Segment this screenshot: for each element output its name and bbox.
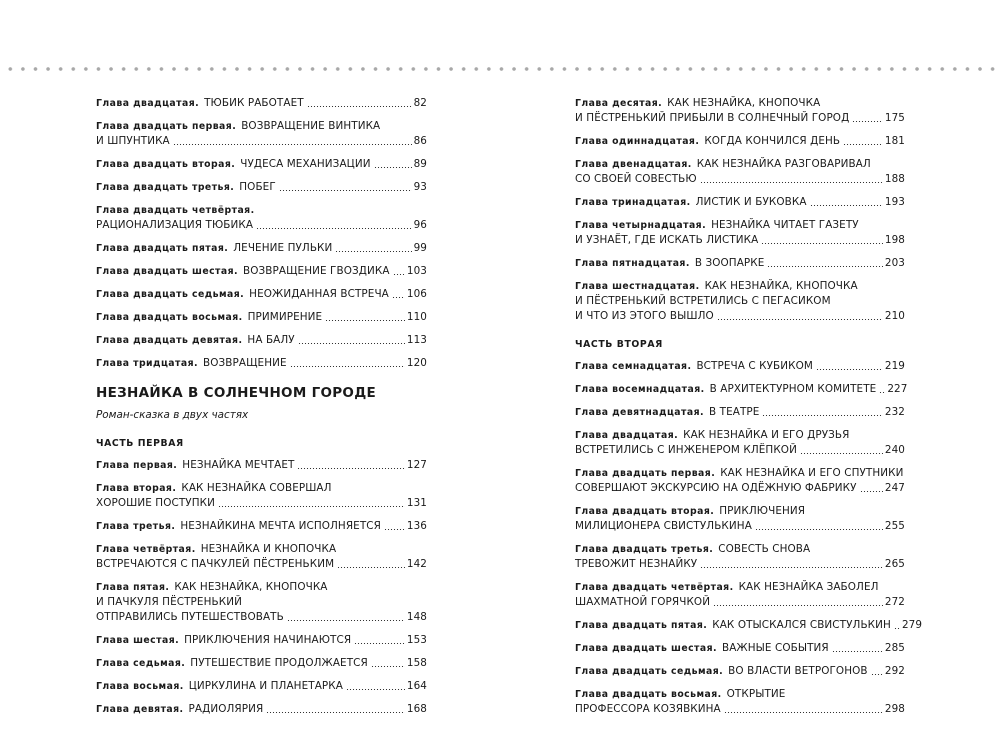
toc-entry-line: [575, 157, 905, 172]
toc-entry-line: [575, 218, 905, 233]
chapter-title: И ПЁСТРЕНЬКИЙ ВСТРЕТИЛИСЬ С ПЕГАСИКОМ: [575, 295, 831, 307]
dot-leader: [346, 689, 405, 690]
toc-entry[interactable]: [575, 542, 905, 572]
chapter-label: Глава девятнадцатая.: [575, 407, 704, 418]
chapter-label: Глава двадцать девятая.: [96, 335, 243, 346]
chapter-label: Глава тридцатая.: [96, 358, 198, 369]
page-number: 82: [413, 97, 427, 109]
toc-entry[interactable]: [575, 580, 905, 610]
chapter-title: ПРИКЛЮЧЕНИЯ НАЧИНАЮТСЯ: [184, 634, 352, 646]
chapter-label: Глава шестнадцатая.: [575, 281, 700, 292]
page-number: 153: [406, 634, 427, 646]
page-number: 232: [884, 406, 905, 418]
dot-leader: [384, 529, 405, 530]
chapter-title: ШАХМАТНОЙ ГОРЯЧКОЙ: [575, 596, 711, 608]
toc-entry-line: [575, 664, 905, 679]
toc-list-part-two: [575, 359, 923, 717]
toc-entry-line: [575, 428, 905, 443]
page-number: 188: [884, 173, 905, 185]
chapter-label: Глава двадцать вторая.: [575, 506, 715, 517]
dot-leader: [325, 320, 405, 321]
toc-entry-line: [575, 641, 905, 656]
chapter-title: ЧУДЕСА МЕХАНИЗАЦИИ: [240, 158, 371, 170]
page-number: 247: [884, 482, 905, 494]
toc-entry[interactable]: [575, 466, 905, 496]
toc-entry-line: [575, 687, 905, 702]
toc-entry[interactable]: [575, 279, 905, 324]
toc-entry-line: [575, 195, 905, 210]
toc-list-continued: [96, 96, 427, 371]
chapter-label: Глава двадцать вторая.: [96, 159, 236, 170]
toc-entry[interactable]: [575, 359, 905, 374]
page-number: 265: [884, 558, 905, 570]
dot-leader: [307, 106, 412, 107]
toc-entry-line: [96, 180, 427, 195]
chapter-title: КАК НЕЗНАЙКА И ЕГО СПУТНИКИ: [720, 467, 904, 479]
chapter-title: ВОЗВРАЩЕНИЕ ВИНТИКА: [241, 120, 381, 132]
toc-entry[interactable]: [575, 218, 905, 248]
dot-leader: [297, 468, 404, 469]
dot-leader: [700, 182, 883, 183]
chapter-label: Глава тринадцатая.: [575, 197, 691, 208]
page-number: 210: [884, 310, 905, 322]
toc-entry[interactable]: [575, 195, 905, 210]
page-number: 86: [413, 135, 427, 147]
toc-entry-line: [575, 294, 905, 309]
toc-entry[interactable]: [575, 641, 905, 656]
dot-leader: [852, 121, 883, 122]
toc-entry[interactable]: [575, 96, 905, 126]
chapter-title: ВСТРЕЧА С КУБИКОМ: [696, 360, 813, 372]
dot-leader: [843, 144, 883, 145]
toc-entry-line: [96, 287, 427, 302]
chapter-title: РАЦИОНАЛИЗАЦИЯ ТЮБИКА: [96, 219, 254, 231]
toc-entry-line: [575, 580, 905, 595]
toc-entry[interactable]: [575, 664, 905, 679]
chapter-title: И ШПУНТИКА: [96, 135, 170, 147]
chapter-title: НЕЗНАЙКА ЧИТАЕТ ГАЗЕТУ: [711, 219, 859, 231]
chapter-label: Глава двадцать первая.: [575, 468, 716, 479]
chapter-label: Глава двадцатая.: [96, 98, 200, 109]
toc-entry-line: [96, 542, 427, 557]
toc-entry[interactable]: [96, 310, 427, 325]
dot-leader: [374, 167, 412, 168]
chapter-title: ОТКРЫТИЕ: [726, 688, 786, 700]
chapter-label: Глава двадцать шестая.: [96, 266, 238, 277]
dot-leader: [816, 369, 883, 370]
chapter-label: Глава десятая.: [575, 98, 663, 109]
toc-left-column: [96, 96, 427, 725]
toc-entry[interactable]: [96, 679, 427, 694]
dot-leader: [335, 251, 411, 252]
chapter-title: СОВЕРШАЮТ ЭКСКУРСИЮ НА ОДЁЖНУЮ ФАБРИКУ: [575, 482, 857, 494]
dot-leader: [173, 144, 412, 145]
page-number: 193: [884, 196, 905, 208]
toc-entry[interactable]: [96, 542, 427, 572]
chapter-title: НЕЗНАЙКА И КНОПОЧКА: [200, 543, 337, 555]
page-number: 240: [884, 444, 905, 456]
part-heading-second: ЧАСТЬ ВТОРАЯ: [575, 339, 663, 350]
toc-entry[interactable]: [96, 519, 427, 534]
chapter-title: СО СВОЕЙ СОВЕСТЬЮ: [575, 173, 697, 185]
toc-entry-line: [96, 134, 427, 149]
toc-entry-line: [575, 519, 905, 534]
toc-entry-line: [575, 111, 905, 126]
chapter-title: ВАЖНЫЕ СОБЫТИЯ: [722, 642, 829, 654]
chapter-title: ПРИМИРЕНИЕ: [247, 311, 323, 323]
page-number: 103: [406, 265, 427, 277]
toc-entry-line: [96, 633, 427, 648]
chapter-label: Глава двенадцатая.: [575, 159, 692, 170]
chapter-title: КАК НЕЗНАЙКА И ЕГО ДРУЗЬЯ: [683, 429, 850, 441]
dot-leader: [761, 243, 882, 244]
toc-entry-line: [96, 557, 427, 572]
chapter-label: Глава четырнадцатая.: [575, 220, 707, 231]
dot-leader: [810, 205, 883, 206]
page-number: 298: [884, 703, 905, 715]
toc-entry[interactable]: [96, 287, 427, 302]
chapter-title: ЦИРКУЛИНА И ПЛАНЕТАРКА: [188, 680, 343, 692]
dot-leader: [871, 674, 883, 675]
chapter-title: НА БАЛУ: [247, 334, 295, 346]
toc-entry-line: [575, 702, 905, 717]
toc-entry-line: [96, 679, 427, 694]
chapter-label: Глава двадцатая.: [575, 430, 679, 441]
toc-entry-line: [96, 119, 427, 134]
page-number: 158: [406, 657, 427, 669]
page-number: 93: [413, 181, 427, 193]
chapter-label: Глава двадцать восьмая.: [96, 312, 243, 323]
chapter-title: МИЛИЦИОНЕРА СВИСТУЛЬКИНА: [575, 520, 752, 532]
chapter-title: И ПАЧКУЛЯ ПЁСТРЕНЬКИЙ: [96, 596, 242, 608]
toc-entry-line: [96, 458, 427, 473]
toc-entry[interactable]: [96, 96, 427, 111]
page-number: 131: [406, 497, 427, 509]
chapter-title: КОГДА КОНЧИЛСЯ ДЕНЬ: [704, 135, 841, 147]
chapter-title: СОВЕСТЬ СНОВА: [718, 543, 811, 555]
dot-leader: [713, 605, 883, 606]
chapter-title: ВОЗВРАЩЕНИЕ ГВОЗДИКА: [243, 265, 390, 277]
toc-entry[interactable]: [575, 504, 905, 534]
toc-entry-line: [575, 595, 905, 610]
page-number: 279: [901, 619, 923, 631]
dot-leader: [724, 712, 883, 713]
page-number: 136: [406, 520, 427, 532]
toc-entry-line: [575, 542, 905, 557]
page-number: 175: [884, 112, 905, 124]
chapter-title: КАК ОТЫСКАЛСЯ СВИСТУЛЬКИН: [712, 619, 891, 631]
chapter-title: ПРОФЕССОРА КОЗЯВКИНА: [575, 703, 721, 715]
toc-entry[interactable]: [575, 256, 905, 271]
page-number: 198: [884, 234, 905, 246]
chapter-title: ВО ВЛАСТИ ВЕТРОГОНОВ: [728, 665, 868, 677]
chapter-label: Глава восемнадцатая.: [575, 384, 705, 395]
page-number: 113: [406, 334, 427, 346]
page-number: 99: [413, 242, 427, 254]
dot-leader: [767, 266, 882, 267]
dot-leader: [717, 319, 883, 320]
toc-entry[interactable]: [575, 405, 905, 420]
toc-entry-line: [96, 310, 427, 325]
dot-leader: [279, 190, 412, 191]
chapter-title: И ПЁСТРЕНЬКИЙ ПРИБЫЛИ В СОЛНЕЧНЫЙ ГОРОД: [575, 112, 850, 124]
dot-leader: [290, 366, 405, 367]
chapter-label: Глава семнадцатая.: [575, 361, 692, 372]
dot-leader: [700, 567, 883, 568]
dot-leader: [860, 491, 883, 492]
toc-entry-line: [96, 264, 427, 279]
page-number: 168: [406, 703, 427, 715]
chapter-title: КАК НЕЗНАЙКА, КНОПОЧКА: [174, 581, 328, 593]
toc-entry-line: [96, 96, 427, 111]
chapter-label: Глава двадцать пятая.: [575, 620, 708, 631]
toc-entry-line: [96, 241, 427, 256]
toc-entry-line: [96, 702, 427, 717]
toc-entry[interactable]: [96, 656, 427, 671]
chapter-label: Глава двадцать первая.: [96, 121, 237, 132]
chapter-label: Глава шестая.: [96, 635, 180, 646]
dot-leader: [392, 297, 405, 298]
toc-entry[interactable]: [96, 157, 427, 172]
chapter-title: РАДИОЛЯРИЯ: [188, 703, 264, 715]
chapter-title: ЛИСТИК И БУКОВКА: [695, 196, 807, 208]
chapter-title: КАК НЕЗНАЙКА СОВЕРШАЛ: [181, 482, 332, 494]
dot-leader: [287, 620, 405, 621]
chapter-label: Глава пятая.: [96, 582, 170, 593]
toc-entry[interactable]: [96, 458, 427, 473]
toc-entry[interactable]: [575, 428, 905, 458]
toc-entry[interactable]: [575, 687, 905, 717]
toc-entry-line: [96, 218, 427, 233]
toc-entry-line: [96, 519, 427, 534]
page-number: 89: [413, 158, 427, 170]
chapter-title: ХОРОШИЕ ПОСТУПКИ: [96, 497, 215, 509]
page-number: 292: [884, 665, 905, 677]
toc-entry[interactable]: [575, 157, 905, 187]
dot-leader: [371, 666, 405, 667]
dot-leader: [298, 343, 405, 344]
toc-entry-line: [575, 443, 905, 458]
chapter-title: ЛЕЧЕНИЕ ПУЛЬКИ: [233, 242, 333, 254]
chapter-label: Глава двадцать шестая.: [575, 643, 717, 654]
chapter-label: Глава двадцать седьмая.: [96, 289, 245, 300]
toc-entry-line: [575, 279, 905, 294]
chapter-label: Глава пятнадцатая.: [575, 258, 690, 269]
chapter-title: ВСТРЕТИЛИСЬ С ИНЖЕНЕРОМ КЛЁПКОЙ: [575, 444, 797, 456]
chapter-title: ВСТРЕЧАЮТСЯ С ПАЧКУЛЕЙ ПЁСТРЕНЬКИМ: [96, 558, 335, 570]
chapter-title: КАК НЕЗНАЙКА РАЗГОВАРИВАЛ: [696, 158, 871, 170]
chapter-label: Глава двадцать пятая.: [96, 243, 229, 254]
dot-leader: [832, 651, 883, 652]
chapter-label: Глава третья.: [96, 521, 176, 532]
dot-leader: [879, 392, 885, 393]
chapter-title: НЕОЖИДАННАЯ ВСТРЕЧА: [249, 288, 389, 300]
chapter-title: В ТЕАТРЕ: [709, 406, 760, 418]
toc-entry[interactable]: [96, 580, 427, 625]
toc-entry-line: [96, 481, 427, 496]
page-number: 255: [884, 520, 905, 532]
toc-entry[interactable]: [575, 382, 908, 397]
chapter-label: Глава вторая.: [96, 483, 177, 494]
page-number: 120: [406, 357, 427, 369]
toc-entry-line: [96, 333, 427, 348]
toc-entry[interactable]: [96, 333, 427, 348]
chapter-label: Глава одиннадцатая.: [575, 136, 700, 147]
chapter-label: Глава двадцать третья.: [575, 544, 714, 555]
toc-entry[interactable]: [96, 203, 427, 233]
dot-leader: [894, 628, 900, 629]
page-number: 227: [887, 383, 908, 395]
toc-entry-line: [575, 557, 905, 572]
page-number: 106: [406, 288, 427, 300]
dot-leader: [755, 529, 883, 530]
page-number: 285: [884, 642, 905, 654]
toc-entry[interactable]: [96, 633, 427, 648]
page-number: 96: [413, 219, 427, 231]
chapter-title: И УЗНАЁТ, ГДЕ ИСКАТЬ ЛИСТИКА: [575, 234, 759, 246]
page-number: 148: [406, 611, 427, 623]
toc-entry-line: [575, 134, 905, 149]
chapter-label: Глава первая.: [96, 460, 178, 471]
toc-entry-line: [575, 233, 905, 248]
part-heading-first: ЧАСТЬ ПЕРВАЯ: [96, 438, 184, 449]
chapter-title: НЕЗНАЙКИНА МЕЧТА ИСПОЛНЯЕТСЯ: [180, 520, 381, 532]
toc-entry-line: [96, 656, 427, 671]
chapter-title: ОТПРАВИЛИСЬ ПУТЕШЕСТВОВАТЬ: [96, 611, 284, 623]
chapter-title: ПУТЕШЕСТВИЕ ПРОДОЛЖАЕТСЯ: [190, 657, 368, 669]
toc-entry[interactable]: [96, 356, 427, 371]
toc-entry-line: [96, 580, 427, 595]
toc-entry[interactable]: [96, 264, 427, 279]
toc-list-part-one-cont: [575, 96, 905, 324]
toc-entry-line: [96, 496, 427, 511]
toc-entry[interactable]: [575, 618, 923, 633]
chapter-title: ПОБЕГ: [239, 181, 276, 193]
page-number: 181: [884, 135, 905, 147]
toc-entry-line: [96, 610, 427, 625]
toc-entry-line: [96, 157, 427, 172]
toc-entry-line: [575, 466, 905, 481]
chapter-title: ТРЕВОЖИТ НЕЗНАЙКУ: [575, 558, 698, 570]
toc-entry-line: [575, 382, 908, 397]
chapter-label: Глава двадцать восьмая.: [575, 689, 722, 700]
toc-list-part-one: [96, 458, 427, 717]
chapter-label: Глава четвёртая.: [96, 544, 196, 555]
toc-entry[interactable]: [575, 134, 905, 149]
chapter-title: ТЮБИК РАБОТАЕТ: [204, 97, 304, 109]
page-number: 164: [406, 680, 427, 692]
chapter-title: ВОЗВРАЩЕНИЕ: [203, 357, 287, 369]
toc-entry-line: [575, 309, 905, 324]
dot-leader: [800, 453, 883, 454]
chapter-label: Глава девятая.: [96, 704, 184, 715]
dot-leader: [266, 712, 405, 713]
chapter-label: Глава восьмая.: [96, 681, 184, 692]
page-number: 110: [406, 311, 427, 323]
chapter-title: КАК НЕЗНАЙКА, КНОПОЧКА: [667, 97, 821, 109]
toc-entry[interactable]: [96, 180, 427, 195]
toc-entry-line: [575, 96, 905, 111]
toc-entry-line: [96, 356, 427, 371]
chapter-title: В АРХИТЕКТУРНОМ КОМИТЕТЕ: [709, 383, 877, 395]
page-number: 203: [884, 257, 905, 269]
chapter-label: Глава двадцать седьмая.: [575, 666, 724, 677]
book-subtitle: Роман-сказка в двух частях: [96, 409, 249, 421]
dot-leader: [354, 643, 405, 644]
toc-right-column: [575, 96, 923, 725]
chapter-label: Глава двадцать четвёртая.: [96, 205, 255, 216]
chapter-title: НЕЗНАЙКА МЕЧТАЕТ: [182, 459, 295, 471]
chapter-label: Глава седьмая.: [96, 658, 186, 669]
page-number: 142: [406, 558, 427, 570]
toc-entry-line: [96, 595, 427, 610]
chapter-title: КАК НЕЗНАЙКА ЗАБОЛЕЛ: [738, 581, 879, 593]
chapter-label: Глава двадцать четвёртая.: [575, 582, 734, 593]
toc-entry-line: [575, 504, 905, 519]
page-number: 272: [884, 596, 905, 608]
toc-entry-line: [575, 172, 905, 187]
toc-entry-line: [575, 359, 905, 374]
dot-leader: [393, 274, 405, 275]
dot-leader: [762, 415, 882, 416]
chapter-title: КАК НЕЗНАЙКА, КНОПОЧКА: [704, 280, 858, 292]
dot-leader: [218, 506, 405, 507]
page-number: 127: [406, 459, 427, 471]
chapter-title: В ЗООПАРКЕ: [694, 257, 765, 269]
page-number: 219: [884, 360, 905, 372]
toc-entry[interactable]: [96, 119, 427, 149]
toc-entry[interactable]: [96, 241, 427, 256]
chapter-label: Глава двадцать третья.: [96, 182, 235, 193]
dotted-divider: [0, 66, 1000, 72]
toc-entry-line: [575, 256, 905, 271]
dot-leader: [337, 567, 405, 568]
book-title: НЕЗНАЙКА В СОЛНЕЧНОМ ГОРОДЕ: [96, 385, 377, 401]
toc-entry-line: [575, 405, 905, 420]
toc-entry-line: [96, 203, 427, 218]
chapter-title: И ЧТО ИЗ ЭТОГО ВЫШЛО: [575, 310, 714, 322]
toc-entry-line: [575, 618, 923, 633]
dot-leader: [256, 228, 411, 229]
toc-entry[interactable]: [96, 702, 427, 717]
chapter-title: ПРИКЛЮЧЕНИЯ: [719, 505, 806, 517]
toc-entry[interactable]: [96, 481, 427, 511]
toc-entry-line: [575, 481, 905, 496]
